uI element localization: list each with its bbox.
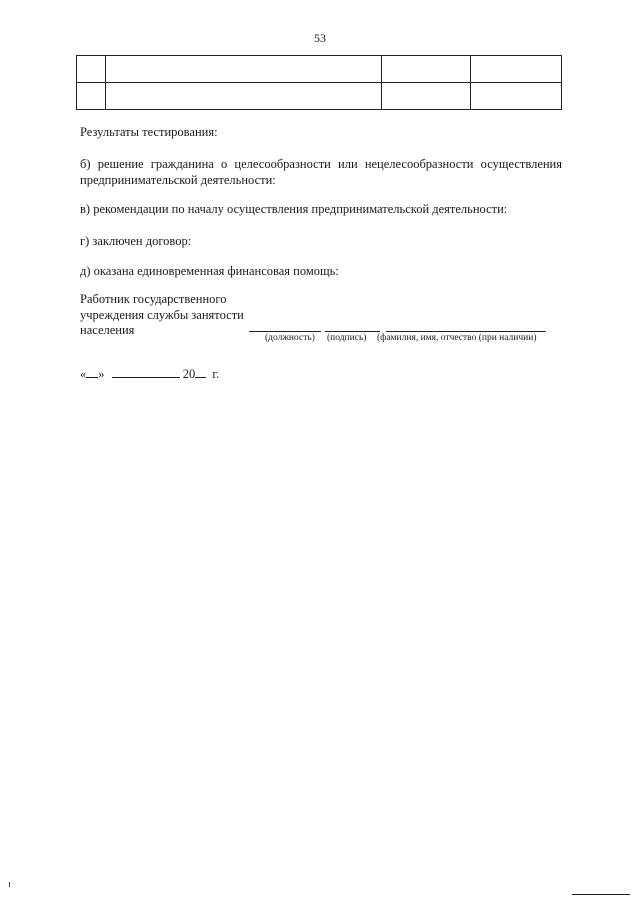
worker-label [80, 292, 244, 339]
date-close-quote: » [98, 367, 105, 381]
table-cell [382, 56, 471, 83]
table-cell [382, 83, 471, 110]
table-row [77, 56, 562, 83]
full-name-line [386, 331, 546, 332]
result-item-b-line2: предпринимательской деятельности: [80, 173, 276, 187]
year-suffix: г. [212, 367, 220, 381]
day-blank [86, 365, 98, 378]
worker-label-line3: населения [80, 323, 135, 337]
result-item-d: д) оказана единовременная финансовая помощь: [80, 264, 339, 278]
worker-label-line1: Работник государственного [80, 292, 227, 306]
result-item-b [80, 156, 562, 188]
signature-line [325, 331, 380, 332]
position-line [249, 331, 321, 332]
table-cell [471, 56, 562, 83]
full-name-caption: (фамилия, имя, отчество (при наличии) [377, 333, 537, 343]
table-cell [105, 56, 381, 83]
table-cell [105, 83, 381, 110]
table-cell [77, 83, 106, 110]
signature-caption: (подпись) [327, 333, 367, 343]
page-number: 53 [314, 31, 326, 45]
result-item-g: г) заключен договор: [80, 234, 192, 248]
result-item-b-line1: б) решение гражданина о целесообразности или нецелесообразности осуществления [80, 157, 562, 171]
result-item-v: в) рекомендации по началу осуществления предпринимательской деятельности: [80, 202, 508, 216]
table-cell [471, 83, 562, 110]
year-prefix: 20 [182, 367, 196, 381]
table-cell [77, 56, 106, 83]
form-table [76, 55, 562, 110]
results-heading: Результаты тестирования: [80, 125, 218, 139]
year-blank [195, 365, 206, 378]
worker-label-line2: учреждения службы занятости [80, 307, 244, 322]
table-row [77, 83, 562, 110]
month-blank [112, 365, 180, 378]
position-caption: (должность) [265, 333, 315, 343]
date-line [80, 365, 219, 382]
footer-rule [572, 894, 630, 895]
scan-artifact-mark [9, 882, 10, 887]
date-open-quote: « [80, 367, 87, 381]
